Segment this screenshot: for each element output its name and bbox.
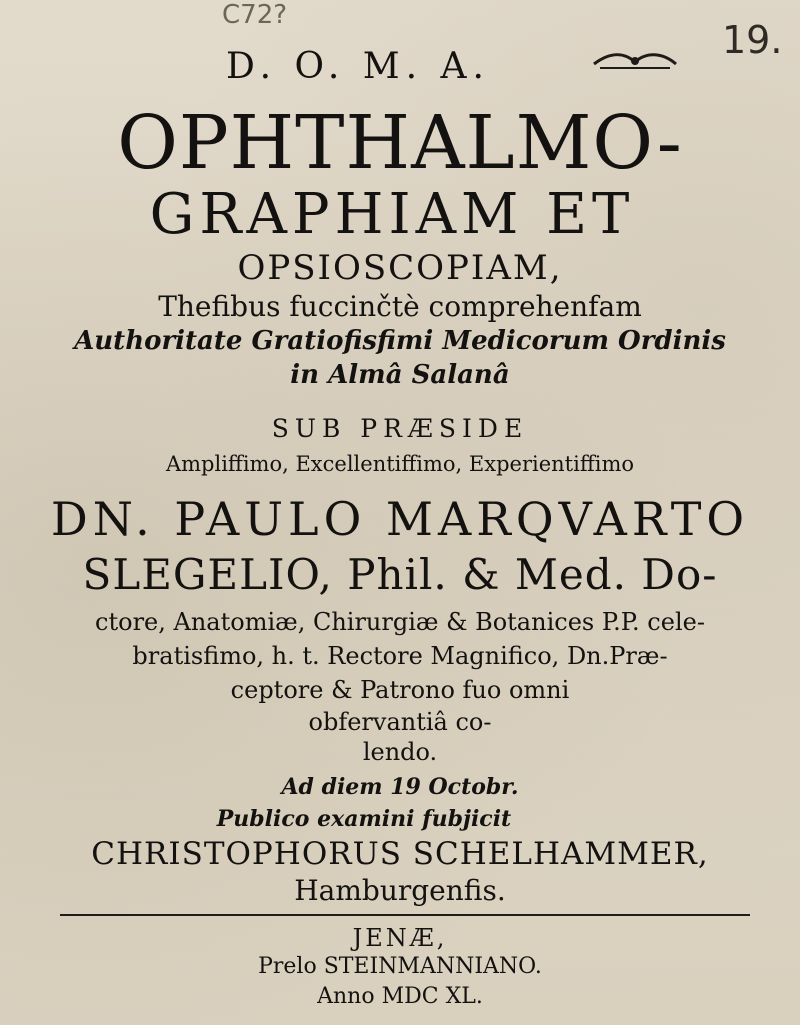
authority-line: Authoritate Gratiofisfimi Medicorum Ordinis [74, 326, 726, 356]
authority-place: in Almâ Salanâ [290, 360, 510, 390]
praeses-title-line-2: bratisfimo, h. t. Rectore Magnifico, Dn.Præ- [132, 642, 668, 670]
main-title-line-3: OPSIOSCOPIAM, [237, 248, 563, 288]
imprint-place: JENÆ, [352, 924, 448, 952]
imprint-printer: Prelo STEINMANNIANO. [258, 954, 542, 979]
handwritten-page-number: 19. [722, 18, 783, 62]
dedication-line: D. O. M. A. [226, 46, 490, 87]
praeses-title-line-3: ceptore & Patrono fuo omni [230, 676, 570, 704]
imprint-year: Anno MDC XL. [317, 984, 483, 1009]
praeses-name-line-2: SLEGELIO, Phil. & Med. Do- [82, 550, 718, 599]
public-exam-line: Publico examini fubjicit [216, 806, 512, 832]
date-line: Ad diem 19 Octobr. [281, 774, 519, 800]
praeses-title-line-5: lendo. [362, 738, 438, 766]
praeses-title-line-1: ctore, Anatomiæ, Chirurgiæ & Botanices P.P. cele- [95, 608, 705, 636]
thesibus-line: Thefibus fuccinčtè comprehenfam [158, 290, 642, 323]
respondent-origin: Hamburgenfis. [294, 874, 506, 907]
respondent-name: CHRISTOPHORUS SCHELHAMMER, [91, 836, 709, 872]
honorifics-line: Ampliffimo, Excellentiffimo, Experientiffimo [165, 452, 635, 476]
praeses-title-line-4: obfervantiâ co- [308, 708, 492, 736]
sub-praeside-line: SUB PRÆSIDE [271, 414, 529, 443]
main-title-line-1: OPHTHALMO- [117, 100, 683, 186]
praeses-name-line-1: DN. PAULO MARQVARTO [50, 492, 750, 546]
handwritten-shelfmark: C72? [222, 0, 288, 30]
imprint-rule [60, 914, 750, 916]
main-title-line-2: GRAPHIAM ET [149, 182, 635, 247]
